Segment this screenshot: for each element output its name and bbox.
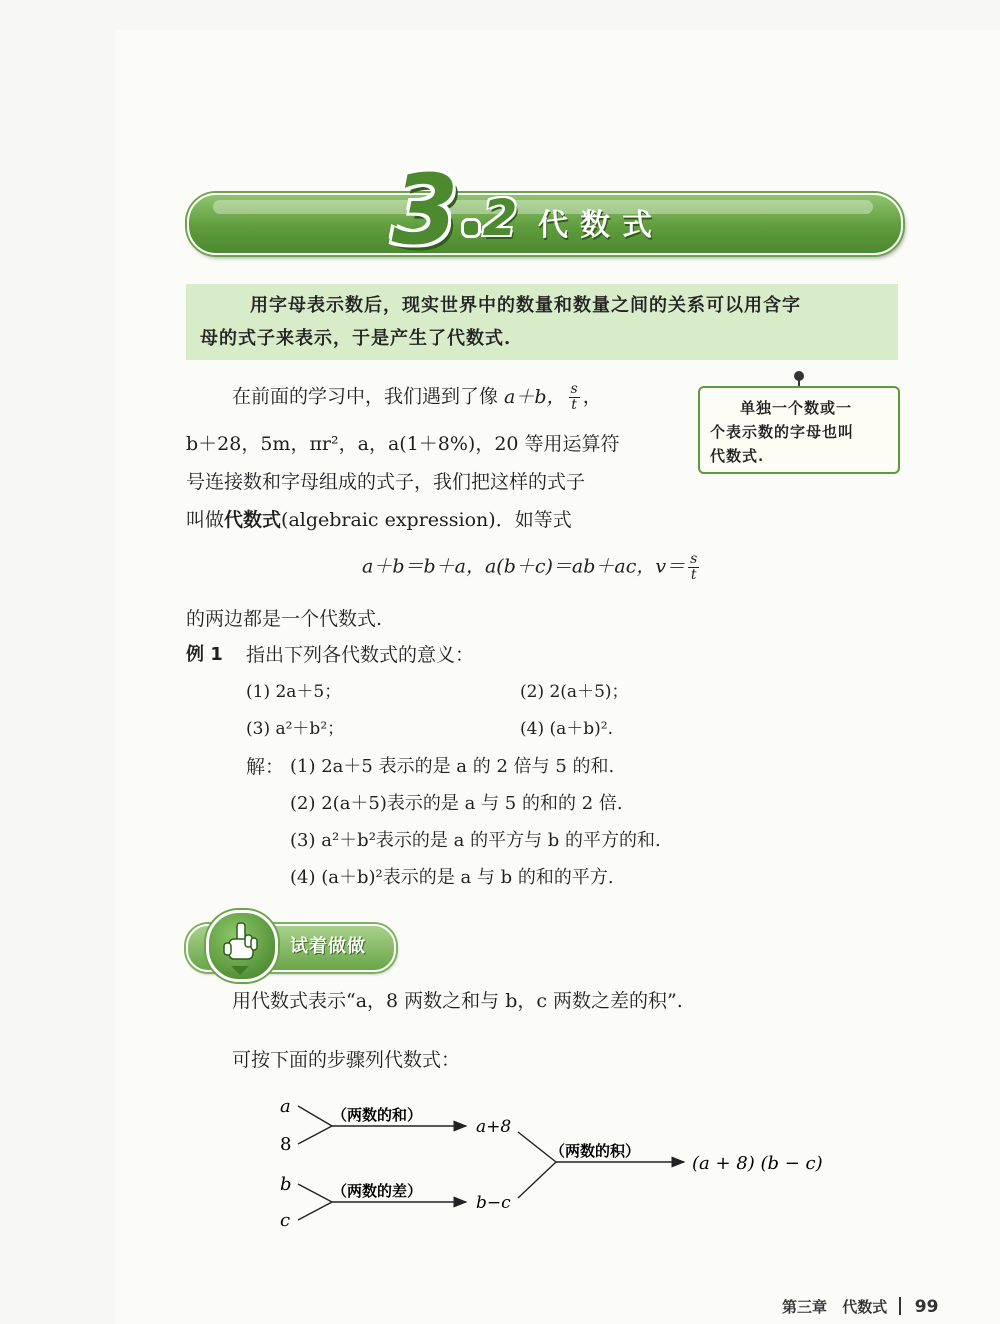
connector-line bbox=[298, 1184, 332, 1202]
connector-line bbox=[298, 1106, 332, 1126]
result-final: (a + 8) (b − c) bbox=[692, 1153, 823, 1174]
label-diff: （两数的差） bbox=[332, 1182, 423, 1200]
input-c: c bbox=[280, 1210, 291, 1231]
paragraph-line bbox=[186, 507, 572, 533]
connector-line bbox=[518, 1162, 556, 1198]
try-it-task: 用代数式表示“a，8 两数之和与 b，c 两数之差的积”. bbox=[232, 990, 683, 1012]
flow-diagram bbox=[270, 1092, 830, 1232]
result-sum: a+8 bbox=[476, 1117, 512, 1137]
try-it-pointer bbox=[231, 966, 249, 975]
solution-label: 解： bbox=[246, 756, 285, 778]
fraction-s-over-t bbox=[569, 382, 580, 413]
intro-line: 母的式子来表示，于是产生了代数式. bbox=[200, 328, 512, 349]
side-note bbox=[698, 386, 900, 474]
solution-line: (4) (a＋b)²表示的是 a 与 b 的和的平方. bbox=[290, 867, 614, 888]
text-span: 在前面的学习中，我们遇到了像 bbox=[232, 385, 499, 408]
solution-line: (3) a²＋b²表示的是 a 的平方与 b 的平方的和. bbox=[290, 830, 661, 851]
section-number-minor: 2 bbox=[482, 189, 518, 247]
fraction-s-over-t bbox=[688, 552, 699, 583]
intro-line: 用字母表示数后，现实世界中的数量和数量之间的关系可以用含字 bbox=[250, 295, 801, 316]
input-8: 8 bbox=[280, 1134, 292, 1155]
steps-intro: 可按下面的步骤列代数式： bbox=[232, 1049, 461, 1071]
section-number-major: 3 bbox=[391, 154, 459, 266]
equation-line bbox=[362, 552, 702, 583]
connector-line bbox=[298, 1126, 332, 1144]
fraction-numerator: s bbox=[690, 551, 698, 567]
example-prompt: 指出下列各代数式的意义： bbox=[246, 644, 475, 666]
section-title: 代数式 bbox=[538, 208, 664, 243]
side-note-line: 单独一个数或一 bbox=[740, 399, 853, 417]
text-span: ， bbox=[582, 385, 602, 408]
equation: a＋b＝b＋a，a(b＋c)＝ab＋ac，v＝ bbox=[362, 555, 686, 578]
side-note-line: 代数式. bbox=[710, 447, 765, 465]
paragraph-line: 号连接数和字母组成的式子，我们把这样的式子 bbox=[186, 471, 586, 493]
text-span: 叫做 bbox=[186, 509, 225, 531]
example-item: (4) (a＋b)². bbox=[520, 719, 613, 739]
paragraph-line: b＋28，5m，πr²，a，a(1＋8%)，20 等用运算符 bbox=[186, 433, 620, 455]
term-highlight: 代数式 bbox=[224, 509, 282, 531]
solution-line: (2) 2(a＋5)表示的是 a 与 5 的和的 2 倍. bbox=[290, 793, 623, 814]
result-diff: b−c bbox=[476, 1193, 511, 1213]
fraction-denominator: t bbox=[690, 567, 697, 583]
page-number: 99 bbox=[914, 1297, 939, 1317]
try-it-label: 试着做做 bbox=[290, 936, 366, 957]
footer-chapter-title: 代数式 bbox=[842, 1298, 888, 1316]
example-item: (1) 2a＋5； bbox=[246, 682, 342, 702]
math-expression: a＋b， bbox=[504, 385, 566, 408]
side-note-line: 个表示数的字母也叫 bbox=[710, 423, 855, 441]
example-item: (3) a²＋b²； bbox=[246, 719, 345, 739]
intro-box bbox=[186, 284, 898, 360]
solution-line: (1) 2a＋5 表示的是 a 的 2 倍与 5 的和. bbox=[290, 756, 615, 777]
input-a: a bbox=[280, 1096, 291, 1117]
page-footer bbox=[782, 1296, 938, 1317]
example-label: 例 1 bbox=[186, 644, 223, 665]
connector-line bbox=[298, 1202, 332, 1220]
fraction-denominator: t bbox=[571, 397, 577, 413]
example-item: (2) 2(a＋5)； bbox=[520, 682, 629, 702]
paragraph-line bbox=[232, 382, 602, 413]
fraction-numerator: s bbox=[570, 381, 578, 397]
label-sum: （两数的和） bbox=[332, 1106, 423, 1124]
label-product: （两数的积） bbox=[550, 1142, 641, 1160]
footer-chapter: 第三章 bbox=[782, 1298, 828, 1316]
input-b: b bbox=[280, 1174, 292, 1195]
paragraph-line: 的两边都是一个代数式. bbox=[186, 608, 383, 630]
text-span: (algebraic expression)．如等式 bbox=[281, 509, 572, 531]
footer-divider bbox=[899, 1297, 901, 1315]
